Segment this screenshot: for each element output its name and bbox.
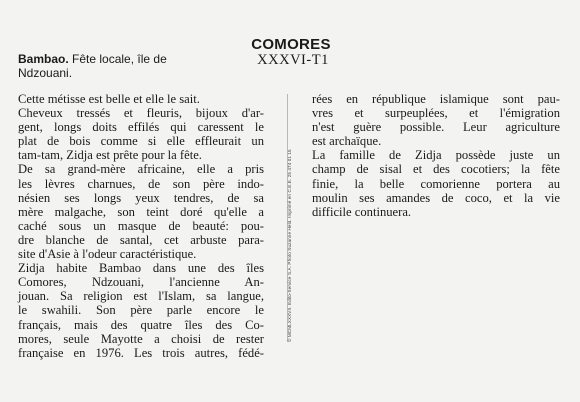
text-line: De sa grand-mère africaine, elle a pris [18, 162, 264, 177]
text-line: tam-tam, Zidja est prête pour la fête. [18, 148, 202, 163]
text-line: dre blanche de santal, cet arbuste para- [18, 232, 264, 247]
text-line: mores, seule Mayotte a choisi de rester [18, 331, 264, 346]
country-title: COMORES [251, 36, 331, 53]
text-line: jouan. Sa religion est l'Islam, sa langue, [18, 289, 264, 304]
text-line: site d'Asie à l'odeur caractéristique. [18, 247, 197, 262]
text-line: Zidja habite Bambao dans une des îles [18, 261, 264, 276]
caption-place: Bambao. [18, 52, 69, 66]
text-column-left [18, 92, 264, 360]
caption-rest-line2: Ndzouani. [18, 66, 73, 80]
caption-rest-line1: Fête locale, île de [68, 52, 167, 66]
text-line: Cette métisse est belle et elle le sait. [18, 92, 200, 106]
text-line: le swahili. Son père parle encore le [18, 303, 264, 318]
text-line: champ de sisal et des cocotiers; la fête [312, 162, 560, 177]
text-line: nésien ses longs yeux tendres, de sa [18, 190, 264, 205]
text-line: française en 1976. Les trois autres, fédé- [18, 345, 264, 360]
text-line: plat de bois comme si elle effleurait un [18, 134, 264, 149]
text-line: La famille de Zidja possède juste un [312, 148, 560, 163]
text-line: n'est guère possible. Leur agriculture [312, 120, 560, 135]
text-line: difficile continuera. [312, 204, 412, 219]
text-line: mère malgache, son teint doré qu'elle a [18, 204, 264, 219]
series-code: XXXVI-T1 [257, 52, 329, 68]
text-line: finie, la belle comorienne portera au [312, 176, 560, 191]
text-line: est archaïque. [312, 134, 382, 149]
text-line: caché sous un masque de beauté: pou- [18, 218, 264, 233]
text-line: Comores, Ndzouani, l'ancienne An- [18, 275, 264, 290]
text-column-right [312, 92, 560, 219]
text-line: français, mais des quatre îles des Co- [18, 317, 264, 332]
vertical-credit-text: © MCMLXXXVII. Edito-Service S.A. Photo Suzanne Held. Imprimé en C.E.E. 25 474 01 15 [287, 149, 292, 342]
photo-caption [18, 52, 223, 80]
text-line: moulin ses amandes de coco, et la vie [312, 190, 560, 205]
text-line: vres et surpeuplées, et l'émigration [312, 106, 560, 121]
text-line: Cheveux tressés et fleuris, bijoux d'ar- [18, 106, 264, 121]
text-line: les lèvres charnues, de son père indo- [18, 176, 264, 191]
text-line: gent, longs doits effilés qui caressent le [18, 120, 264, 135]
text-line: rées en république islamique sont pau- [312, 92, 560, 106]
